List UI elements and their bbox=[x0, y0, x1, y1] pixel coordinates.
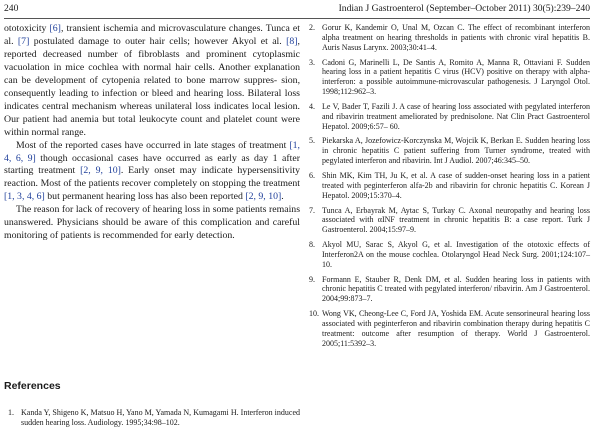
text-run: unilateral loss indicates local lesion. Our patient had anemia bbox=[4, 100, 301, 125]
text-run: changes. Tunca et al. bbox=[4, 23, 301, 47]
reference-line: Kanda Y, Shigeno K, Matsuo H, Yano M, Yamada N, Kumagami H. bbox=[21, 408, 239, 417]
text-run: Most of the reported cases have occurred in late stages bbox=[16, 139, 236, 151]
text-run: Most of the patients recover completely on stopping the bbox=[40, 178, 261, 190]
paragraph-1 bbox=[4, 23, 300, 140]
reference-line: Le V, Bader T, Fazili J. A case of hearing loss associated with bbox=[322, 101, 523, 111]
reference-number: 6. bbox=[309, 170, 315, 180]
text-run: though occasional cases have bbox=[35, 152, 162, 164]
text-run: normal range. bbox=[31, 126, 86, 138]
reference-text bbox=[322, 275, 590, 305]
reference-text bbox=[322, 206, 590, 236]
reference-line: Akyol MU, Sarac S, Akyol G, et al. Investigation of the ototoxic bbox=[322, 240, 554, 250]
reference-line: B: a case report. Turk J Gastroenterol. 2004;15:97–9. bbox=[322, 215, 591, 235]
reference-line: Interferon induced sudden hearing loss. Audiology. 1995;34:98–102. bbox=[21, 408, 301, 427]
page-number: 240 bbox=[4, 3, 19, 14]
reference-item bbox=[309, 58, 590, 97]
reference-item bbox=[309, 240, 590, 270]
text-run: occurred as early as day 1 after starting treatment bbox=[4, 152, 300, 177]
text-run: sion, consequently leading to infection or bleed and hearing bbox=[4, 74, 301, 99]
reference-number: 2. bbox=[309, 23, 315, 32]
reference-line: hearing loss associated with αINF treatment in chronic hepatitis bbox=[322, 205, 590, 225]
reference-number: 9. bbox=[309, 274, 315, 284]
body-text-column bbox=[4, 23, 300, 243]
reference-line: hearing loss in a patient treated with peginterferon alfa-2b bbox=[322, 170, 591, 190]
citation-link[interactable]: [2, 9, bbox=[80, 165, 103, 177]
reference-number: 1. bbox=[8, 408, 14, 417]
reference-number: 4. bbox=[309, 101, 315, 111]
reference-line: Ottaviani F. Sudden hearing loss in a patient hepatitis C virus bbox=[322, 57, 591, 77]
reference-number: 5. bbox=[309, 136, 315, 146]
citation-link[interactable]: [2, 9, 10] bbox=[245, 191, 282, 203]
reference-line: (HCV) positive on therapy with alpha-interferon: a possible bbox=[322, 67, 591, 87]
reference-line: recombinant interferon alpha treatment on hearing thresholds in bbox=[322, 23, 591, 42]
reference-item bbox=[309, 23, 590, 53]
text-run: of treatment bbox=[238, 139, 290, 151]
citation-link[interactable]: [8] bbox=[286, 35, 298, 47]
text-run: but permanent hearing loss has also bbox=[44, 191, 187, 203]
text-run: The reason for lack of recovery of hearing loss in some bbox=[16, 204, 234, 216]
reference-line: Turner syndrome, treated with pegylated interferon and ribavirin. bbox=[322, 146, 590, 166]
reference-line: ribavirin combination therapy during hepatitis C treatment: bbox=[322, 318, 591, 338]
citation-link[interactable]: 10] bbox=[107, 165, 121, 177]
reference-number: 8. bbox=[309, 240, 315, 250]
reference-text bbox=[322, 23, 590, 53]
citation-link[interactable]: [7] bbox=[17, 35, 30, 47]
reference-line: patients with chronic viral hepatitis B. Auris Nasus Larynx. bbox=[322, 32, 591, 52]
text-run: postulated damage to outer hair bbox=[29, 35, 165, 47]
reference-line: 2003;30:41–4. bbox=[390, 42, 437, 52]
reference-line: sensorineural hearing loss associated with peginterferon and bbox=[322, 309, 591, 328]
references-heading: References bbox=[4, 380, 61, 392]
reference-line: Shin MK, Kim TH, Ju K, et al. A case of sudden-onset bbox=[322, 170, 508, 180]
reference-line: outcome after resumption of therapy. World J Gastroenterol. bbox=[361, 328, 591, 338]
running-header bbox=[4, 3, 590, 17]
citation-link[interactable]: [6] bbox=[49, 23, 61, 34]
reference-line: Sudden hearing loss in chronic hepatitis C patient suffering from bbox=[322, 136, 591, 156]
reference-line: 60. bbox=[389, 121, 400, 131]
reference-item bbox=[309, 136, 590, 166]
text-run: fibroblasts and prominent cytoplasmic vacuolation in mice bbox=[4, 48, 301, 73]
references-list-right bbox=[309, 23, 590, 348]
text-run: , reported decreased number of bbox=[4, 35, 300, 60]
reference-text bbox=[322, 136, 590, 166]
text-run: loss. Bilateral loss indicates central mechanism whereas bbox=[4, 87, 300, 112]
reference-item bbox=[309, 206, 590, 236]
reference-line: effects of Interferon2A on the mouse cochlea. Otolaryngol Head bbox=[322, 240, 590, 259]
reference-number: 10. bbox=[309, 309, 319, 319]
citation-link[interactable]: [1, 3, 4, 6] bbox=[4, 191, 45, 203]
reference-text bbox=[322, 171, 590, 201]
reference-line: Gorur K, Kandemir O, Unal M, Ozcan C. The effect of bbox=[322, 23, 512, 32]
text-run: cells; however Akyol et al. bbox=[169, 35, 287, 47]
paragraph-3 bbox=[4, 204, 300, 243]
citation-link[interactable]: [1, 4, 6, 9] bbox=[4, 139, 300, 164]
reference-item bbox=[309, 171, 590, 201]
reference-line: prednisolone. Nat Clin Pract Gastroenterol Hepatol. 2009;6:57– bbox=[322, 111, 591, 131]
reference-line: 2009;15:370–4. bbox=[351, 190, 402, 200]
reference-text bbox=[21, 408, 300, 428]
text-run: development of cytopenia related to bone marrow suppres- bbox=[34, 74, 278, 86]
reference-text bbox=[322, 240, 590, 270]
reference-line: Neck Surg. 2001;124:107–10. bbox=[322, 249, 590, 269]
reference-line: Cadoni G, Marinelli L, De Santis A, Romito A, Manna R, bbox=[322, 57, 521, 67]
reference-item bbox=[309, 102, 590, 132]
text-run: . bbox=[281, 191, 284, 203]
reference-number: 3. bbox=[309, 57, 315, 67]
reference-item bbox=[309, 309, 590, 348]
reference-line: Wong VK, Cheong-Lee C, Ford JA, Yoshida EM. Acute bbox=[322, 309, 504, 319]
references-list-left bbox=[8, 408, 300, 428]
text-run: of this complication and careful monitoring of patients is bbox=[4, 217, 300, 242]
text-run: but total leukocyte count and platelet count were within bbox=[4, 113, 300, 138]
reference-line: and ribavirin for chronic hepatitis C. Korean J Hepatol. bbox=[322, 180, 591, 200]
paragraph-2 bbox=[4, 140, 300, 205]
text-run: recommended for early detection. bbox=[102, 230, 235, 242]
text-run: cochlea with normal hair cells. Another explanation can be bbox=[4, 61, 301, 86]
reference-line: ribavirin. Am J Gastroenterol. 2004;99:873–7. bbox=[322, 284, 591, 304]
reference-item bbox=[309, 275, 590, 305]
text-run: been reported bbox=[189, 191, 246, 203]
text-run: ototoxicity bbox=[4, 23, 50, 34]
reference-text bbox=[322, 309, 590, 348]
reference-number: 7. bbox=[309, 205, 315, 215]
reference-line: Int J Audiol. 2007;46:345–50. bbox=[433, 156, 530, 166]
text-run: patients remains unanswered. Physicians should be aware bbox=[4, 204, 301, 229]
text-run: , transient ischemia and microvasculature bbox=[60, 23, 226, 34]
text-run: treatment bbox=[263, 178, 301, 190]
journal-citation: Indian J Gastroenterol (September–October 2011) 30(5):239–240 bbox=[338, 3, 590, 14]
reference-line: Tunca A, Erbayrak M, Aytac S, Turkay C. Axonal neuropathy and bbox=[322, 205, 547, 215]
reference-line: autoimmune-microvascular pathogenesis. J Laryngol Otol. bbox=[396, 77, 590, 87]
reference-line: pegylated interferon and ribavirin treatment ameliorated by bbox=[322, 101, 591, 121]
reference-line: Piekarska A, Jozefowicz-Korczynska M, Wojcik K, Berkan E. bbox=[322, 136, 523, 146]
header-rule bbox=[4, 18, 590, 19]
reference-line: patients with chronic hepatitis C treated with pegylated interferon/ bbox=[322, 274, 590, 294]
reference-line: Formann E, Stauber R, Denk DM, et al. Sudden hearing loss in bbox=[322, 274, 544, 284]
reference-line: 2005;11:5392–3. bbox=[322, 338, 377, 348]
reference-text bbox=[322, 58, 590, 97]
text-run: . Early onset may indicate hypersensitivity reaction. bbox=[4, 165, 300, 190]
reference-line: 1998;112:962–3. bbox=[322, 87, 377, 97]
reference-item bbox=[8, 408, 300, 428]
reference-text bbox=[322, 102, 590, 132]
